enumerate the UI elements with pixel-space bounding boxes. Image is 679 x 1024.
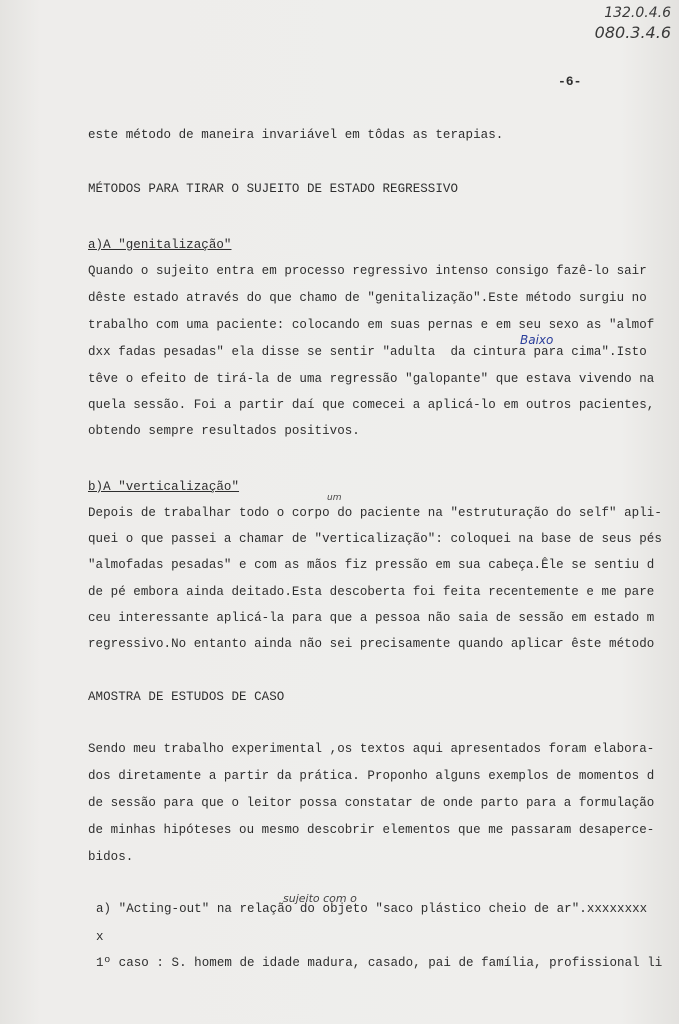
text-line: quela sessão. Foi a partir daí que comecei a aplicá-lo em outros pacientes, xyxy=(88,398,655,412)
handwritten-annotation: Baixo xyxy=(520,333,554,347)
text-line: quei o que passei a chamar de "verticalização": coloquei na base de seus pés xyxy=(88,532,662,546)
text-line: regressivo.No entanto ainda não sei precisamente quando aplicar êste método xyxy=(88,637,655,651)
text-line: ceu interessante aplicá-la para que a pessoa não saia de sessão em estado m xyxy=(88,611,655,625)
text-line: de pé embora ainda deitado.Esta descoberta foi feita recentemente e me pare xyxy=(88,585,655,599)
text-line: trabalho com uma paciente: colocando em suas pernas e em seu sexo as "almof xyxy=(88,318,655,332)
text-line: de minhas hipóteses ou mesmo descobrir elementos que me passaram desaperce- xyxy=(88,823,655,837)
text-line: têve o efeito de tirá-la de uma regressão "galopante" que estava vivendo na xyxy=(88,372,655,386)
text-line: b)A "verticalização" xyxy=(88,480,240,494)
text-line: dos diretamente a partir da prática. Proponho alguns exemplos de momentos d xyxy=(88,769,655,783)
text-line: dxx fadas pesadas" ela disse se sentir "adulta da cintura para cima".Isto xyxy=(88,345,647,359)
text-line: 1º caso : S. homem de idade madura, casado, pai de família, profissional li xyxy=(96,956,663,970)
text-line: Depois de trabalhar todo o corpo do paciente na "estruturação do self" apli- xyxy=(88,506,662,520)
archive-code-line-1: 132.0.4.6 xyxy=(604,5,671,21)
text-line: "almofadas pesadas" e com as mãos fiz pressão em sua cabeça.Êle se sentiu d xyxy=(88,558,655,572)
text-line: x xyxy=(96,930,104,944)
text-line: de sessão para que o leitor possa constatar de onde parto para a formulação xyxy=(88,796,655,810)
page-number: -6- xyxy=(558,74,582,89)
text-line: obtendo sempre resultados positivos. xyxy=(88,424,360,438)
handwritten-annotation: um xyxy=(327,493,342,503)
text-line: este método de maneira invariável em tôdas as terapias. xyxy=(88,128,504,142)
text-line: dêste estado através do que chamo de "genitalização".Este método surgiu no xyxy=(88,291,647,305)
text-line: bidos. xyxy=(88,850,134,864)
archive-code xyxy=(595,4,671,42)
text-line: a) "Acting-out" na relação do objeto "saco plástico cheio de ar".xxxxxxxx xyxy=(96,902,648,916)
text-line: Sendo meu trabalho experimental ,os textos aqui apresentados foram elabora- xyxy=(88,742,655,756)
text-line: MÉTODOS PARA TIRAR O SUJEITO DE ESTADO REGRESSIVO xyxy=(88,182,459,196)
archive-code-line-2: 080.3.4.6 xyxy=(594,23,671,42)
text-line: AMOSTRA DE ESTUDOS DE CASO xyxy=(88,690,285,704)
handwritten-annotation: sujeito com o xyxy=(283,892,357,905)
text-line: a)A "genitalização" xyxy=(88,238,232,252)
text-line: Quando o sujeito entra em processo regressivo intenso consigo fazê-lo sair xyxy=(88,264,647,278)
